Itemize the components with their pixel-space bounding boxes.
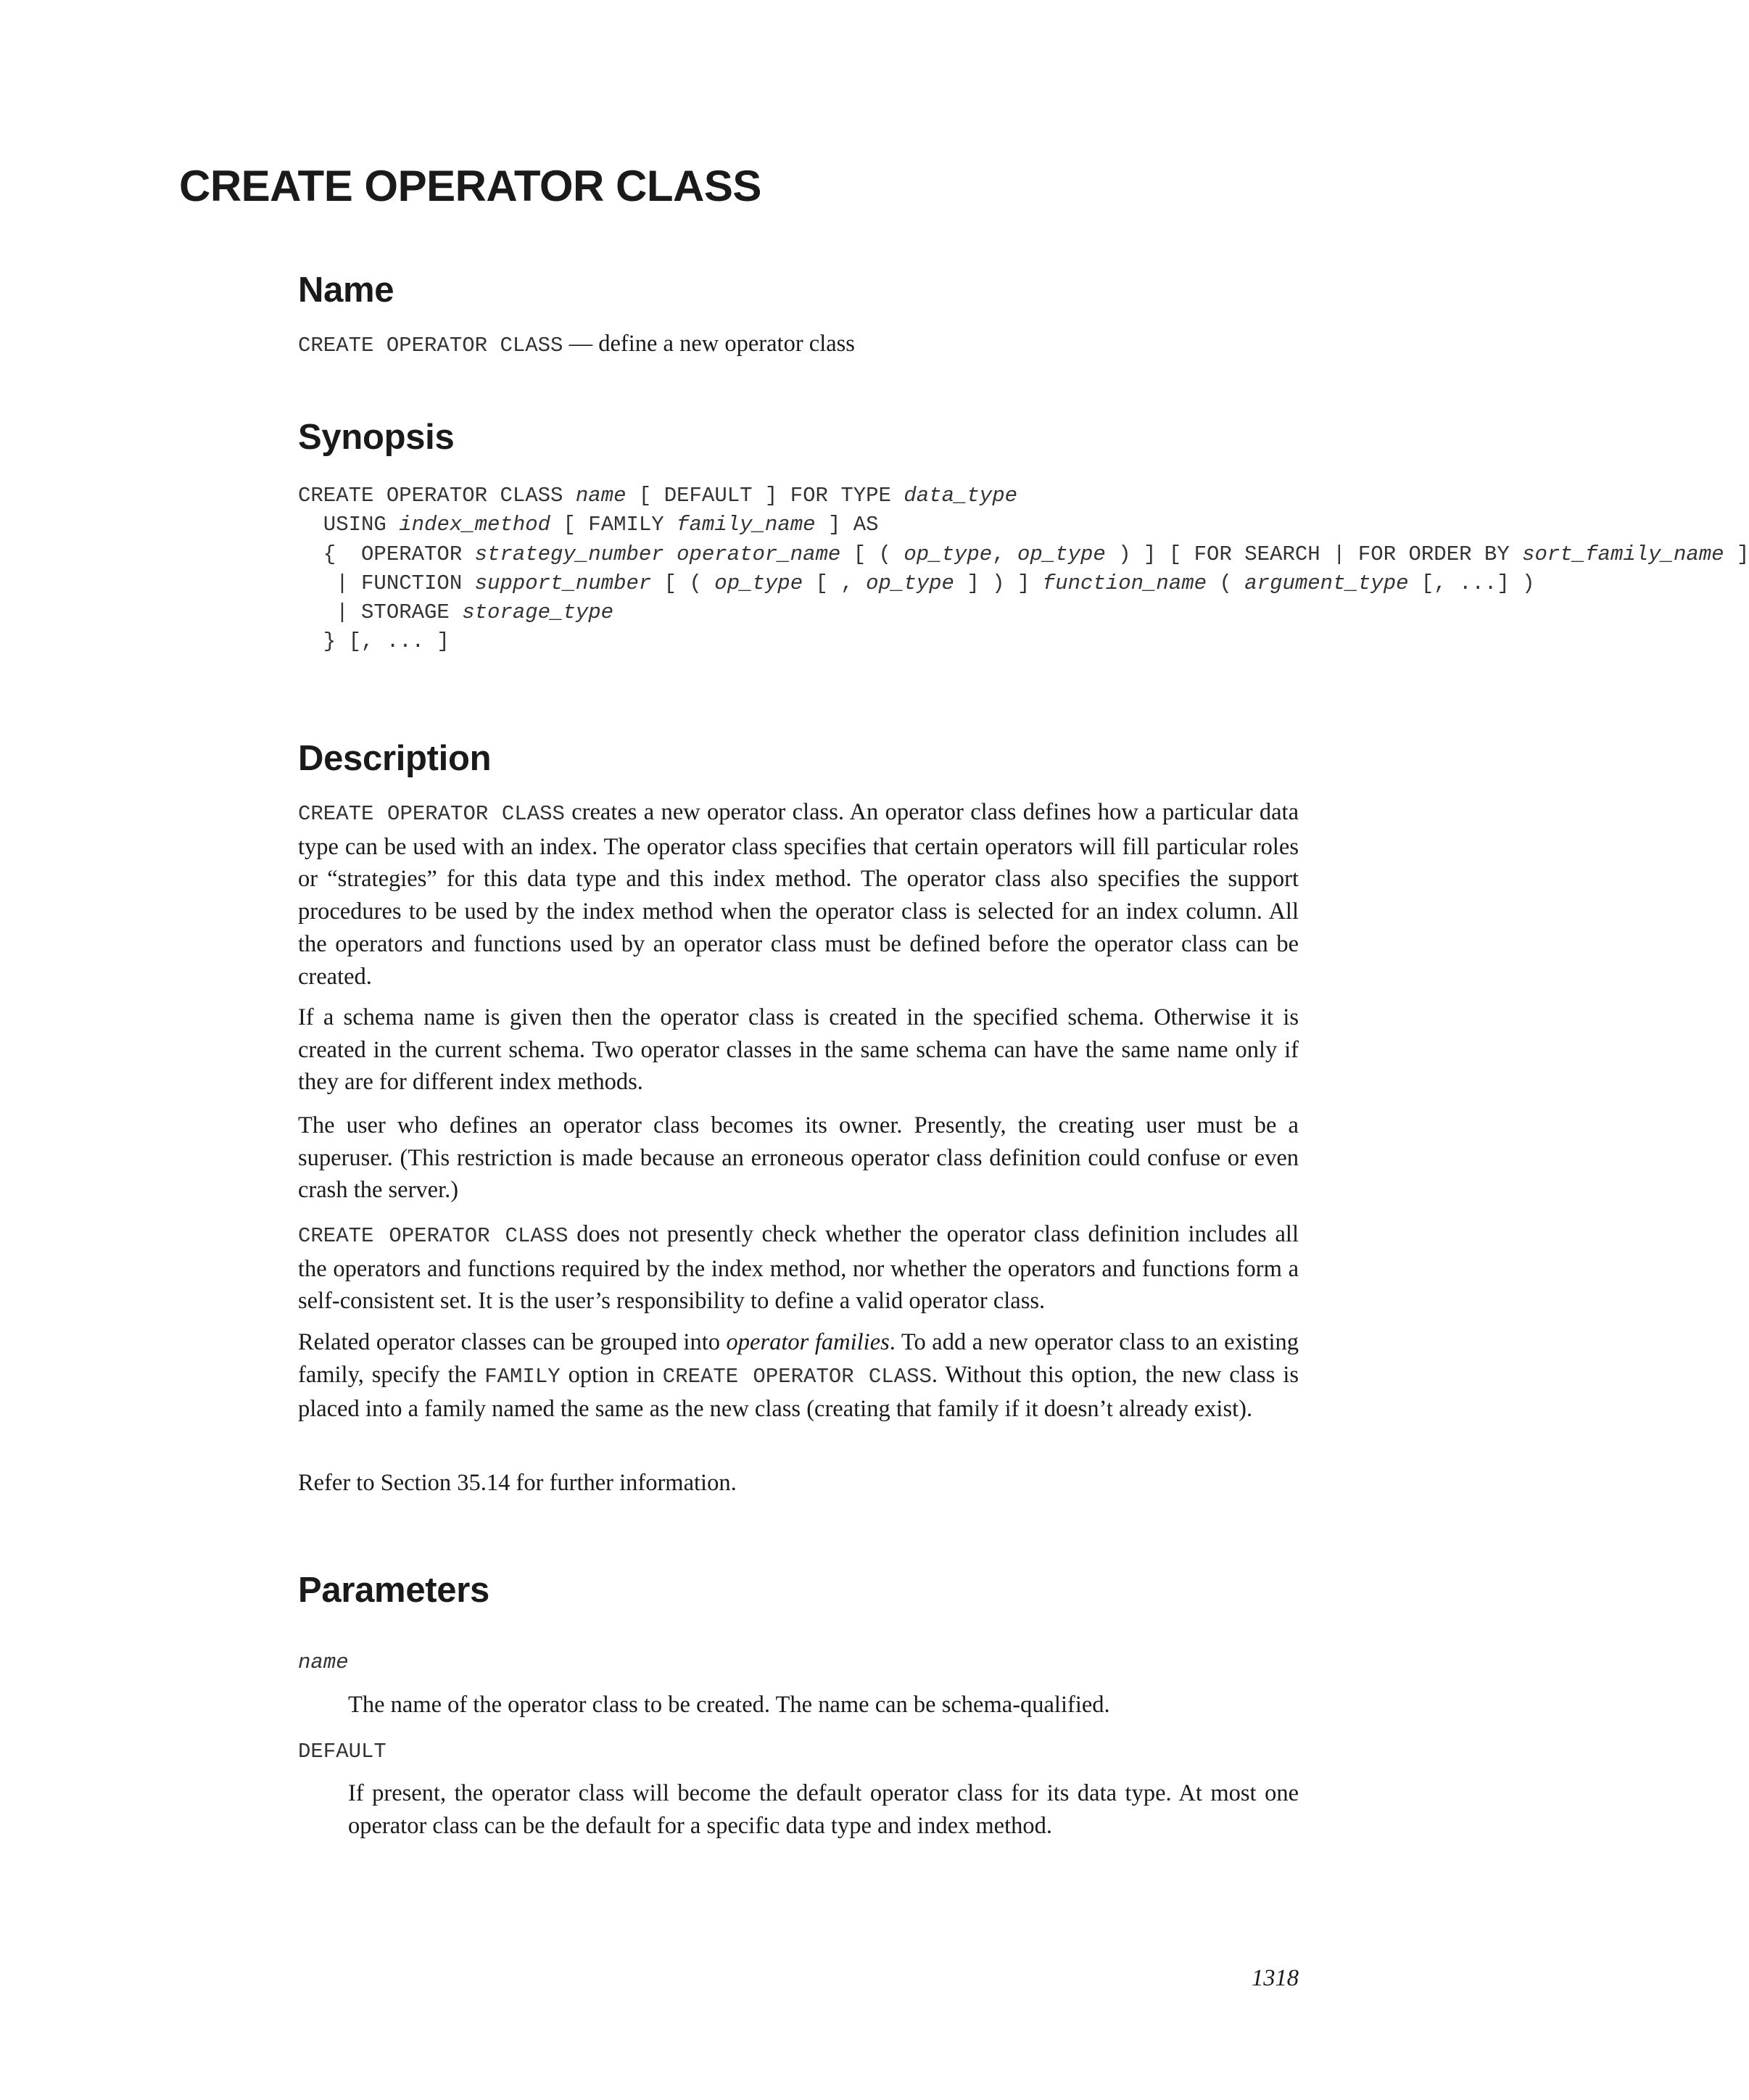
synopsis-keyword-text: USING xyxy=(298,513,400,537)
synopsis-keyword-text: | STORAGE xyxy=(298,600,463,625)
parameter-term-name: name xyxy=(298,1650,349,1674)
description-paragraph-5 xyxy=(298,1326,1299,1426)
parameters-heading: Parameters xyxy=(298,1571,489,1610)
synopsis-keyword-text: ] ) ] xyxy=(954,571,1043,595)
paragraph-text: . Without this option, the new class is placed into a family named the same as the new class (creating that family if it doesn’t already exist). xyxy=(298,1361,1299,1423)
synopsis-line xyxy=(298,513,879,537)
parameter-definition-default: If present, the operator class will become the default operator class for its data type. At most one operator class can be the default for a specific data type and index method. xyxy=(348,1780,1299,1839)
inline-keyword: FAMILY xyxy=(484,1364,561,1389)
synopsis-line xyxy=(298,484,1017,508)
paragraph-text: creates a new operator class. An operator class defines how a particular data type can be used with an index. The operator class specifies that certain operators will fill particular roles or “strategies” for this data type and this index method. The operator class also specifies the support procedures to be used by the index method when the operator class is selected for an index column. All the operators and functions used by an operator class must be defined before the operator class can be created. xyxy=(298,799,1299,990)
synopsis-keyword-text: [ FAMILY xyxy=(550,513,677,537)
description-paragraph-1 xyxy=(298,796,1299,993)
paragraph-text: Related operator classes can be grouped into xyxy=(298,1329,727,1355)
synopsis-keyword-text: CREATE OPERATOR CLASS xyxy=(298,484,576,508)
synopsis-code-block xyxy=(298,481,1749,657)
synopsis-line xyxy=(298,600,613,624)
paragraph-text: option in xyxy=(560,1361,663,1388)
command-summary: — define a new operator class xyxy=(568,331,855,357)
synopsis-placeholder: operator_name xyxy=(677,542,841,566)
description-heading: Description xyxy=(298,739,492,778)
synopsis-placeholder: storage_type xyxy=(462,600,614,625)
parameter-term-default: DEFAULT xyxy=(298,1740,386,1764)
synopsis-line xyxy=(298,542,1749,566)
name-line xyxy=(298,328,1299,363)
description-paragraph-6: Refer to Section 35.14 for further information. xyxy=(298,1470,737,1496)
synopsis-keyword-text: ( xyxy=(1207,571,1245,595)
synopsis-keyword-text: } [, ... ] xyxy=(298,629,450,654)
synopsis-line xyxy=(298,571,1535,595)
synopsis-placeholder: index_method xyxy=(399,513,551,537)
synopsis-keyword-text: [ ( xyxy=(840,542,904,566)
synopsis-keyword-text: { OPERATOR xyxy=(298,542,475,566)
synopsis-placeholder: sort_family_name xyxy=(1522,542,1724,566)
synopsis-keyword-text: [ , xyxy=(803,571,867,595)
inline-command: CREATE OPERATOR CLASS xyxy=(662,1364,932,1389)
synopsis-keyword-text: ] AS xyxy=(815,513,879,537)
synopsis-placeholder: op_type xyxy=(904,542,993,566)
synopsis-heading: Synopsis xyxy=(298,418,455,457)
synopsis-placeholder: op_type xyxy=(714,571,803,595)
synopsis-keyword-text: ) ] [ FOR SEARCH | FOR ORDER BY xyxy=(1105,542,1523,566)
page-title: CREATE OPERATOR CLASS xyxy=(179,162,761,210)
synopsis-placeholder: function_name xyxy=(1042,571,1207,595)
command-name: CREATE OPERATOR CLASS xyxy=(298,334,563,357)
page-number: 1318 xyxy=(1252,1965,1299,1991)
description-paragraph-3: The user who defines an operator class becomes its owner. Presently, the creating user must be a superuser. (This restriction is made because an erroneous operator class definition could confuse or even crash the server.) xyxy=(298,1112,1299,1204)
paragraph-text: does not presently check whether the operator class definition includes all the operators and functions required by the index method, nor whether the operators and functions form a self-consistent set. It is the user’s responsibility to define a valid operator class. xyxy=(298,1221,1299,1315)
inline-command: CREATE OPERATOR CLASS xyxy=(298,802,565,826)
synopsis-keyword-text: ] xyxy=(1724,542,1749,566)
synopsis-line xyxy=(298,629,450,653)
synopsis-placeholder: data_type xyxy=(904,484,1018,508)
synopsis-placeholder: name xyxy=(575,484,627,508)
inline-command: CREATE OPERATOR CLASS xyxy=(298,1224,568,1248)
synopsis-placeholder: family_name xyxy=(677,513,816,537)
synopsis-keyword-text: [, ...] ) xyxy=(1408,571,1535,595)
name-heading: Name xyxy=(298,270,394,310)
paragraph-text: . To add a new operator class to an existing family, specify the xyxy=(298,1329,1299,1388)
synopsis-keyword-text: [ DEFAULT ] FOR TYPE xyxy=(626,484,904,508)
synopsis-placeholder: strategy_number xyxy=(474,542,664,566)
synopsis-placeholder: op_type xyxy=(1017,542,1106,566)
parameter-definition-name: The name of the operator class to be created. The name can be schema-qualified. xyxy=(348,1692,1110,1718)
synopsis-keyword-text xyxy=(664,542,677,566)
description-paragraph-4 xyxy=(298,1218,1299,1318)
synopsis-placeholder: op_type xyxy=(866,571,954,595)
synopsis-placeholder: support_number xyxy=(474,571,652,595)
synopsis-placeholder: argument_type xyxy=(1244,571,1409,595)
description-paragraph-2: If a schema name is given then the operator class is created in the specified schema. Otherwise it is created in the current schema. Two operator classes in the same schema can have the same name only if they are for different index methods. xyxy=(298,1004,1299,1096)
synopsis-keyword-text: [ ( xyxy=(651,571,715,595)
synopsis-keyword-text: | FUNCTION xyxy=(298,571,475,595)
emphasis-term: operator families xyxy=(726,1329,890,1355)
synopsis-keyword-text: , xyxy=(992,542,1017,566)
